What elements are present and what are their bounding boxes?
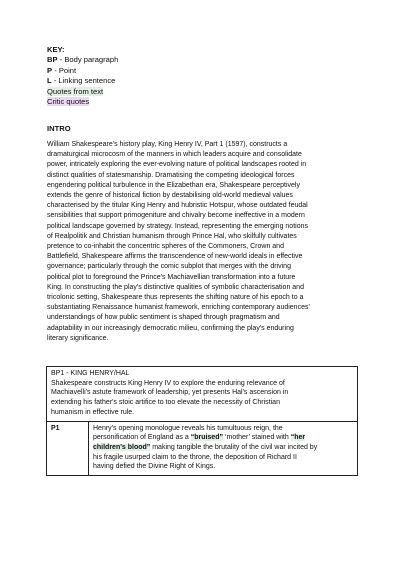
intro-line: understandings of how public sentiment is shaped through pragmatism and <box>47 314 280 322</box>
p1-content <box>89 421 358 476</box>
key-label: Linking sentence <box>58 76 116 86</box>
intro-line: William Shakespeare's history play, King Henry IV, Part 1 (1597), constructs a <box>47 141 288 148</box>
intro-line: tricolonic setting, Shakespeare thus represents the shifting nature of his epoch to a <box>47 294 304 302</box>
intro-line: Battlefield, Shakespeare affirms the transcendence of new-world ideals in effective <box>47 253 303 261</box>
key-legend <box>47 45 118 107</box>
essay-plan-table <box>46 366 358 476</box>
key-code: L <box>47 76 52 86</box>
p1-line: having defied the Divine Right of Kings. <box>93 463 216 471</box>
p1-line <box>93 443 353 453</box>
key-code: BP <box>47 55 58 65</box>
bp1-line: extending his father's stoic artifice to too elevate the necessity of Christian <box>51 399 280 407</box>
text-quote: “her <box>290 434 306 442</box>
key-critic-swatch: Critic quotes <box>47 97 90 107</box>
intro-line: political landscape governed by strategy. Instead, representing the emerging notions <box>47 222 308 230</box>
intro-heading: INTRO <box>47 124 71 133</box>
key-critic-quotes <box>47 97 118 107</box>
intro-line: substantiating Renaissance humanist framework, enriching contemporary audiences' <box>47 304 310 312</box>
bp1-line: Machiavelli's astute framework of leadership, yet presents Hal's ascension in <box>51 389 289 397</box>
p1-text: personification of England as a <box>93 434 191 442</box>
intro-line: pretence to co-inhabit the concentric spheres of the Commoners, Crown and <box>47 243 284 251</box>
intro-line: characterised by the titular King Henry and hubristic Hotspur, whose outdated feudal <box>47 202 308 210</box>
intro-line: power, intricately exploring the ever-evolving nature of political landscapes rooted in <box>47 161 307 169</box>
text-quote: “bruised” <box>190 434 223 442</box>
p1-line <box>93 433 353 443</box>
key-label: Point <box>58 65 77 75</box>
bp1-row <box>47 367 358 422</box>
intro-line: distinct qualities of statesmanship. Dramatising the competing ideological forces <box>47 171 295 179</box>
intro-line: of Realpolitik and Christian humanism through Prince Hal, who skilfully cultivates <box>47 232 297 240</box>
key-title: KEY: <box>47 45 65 54</box>
intro-line: adaptability in our increasingly democratic milieu, confirming the play's enduring <box>47 324 294 332</box>
bp1-line: humanism in effective rule. <box>51 408 135 416</box>
p1-text: making tangible the brutality of the civil war incited by <box>150 443 318 451</box>
p1-row <box>47 421 358 476</box>
intro-line: sensibilities that support primogeniture and chivalry become ineffective in a modern <box>47 212 305 220</box>
intro-line: engendering political turbulence in the Elizabethan era, Shakespeare perceptively <box>47 181 300 189</box>
intro-line: King. In constructing the play's distinctive qualities of symbolic characterisation and <box>47 283 304 291</box>
key-item-linking <box>47 76 118 86</box>
key-sep: - <box>51 76 59 86</box>
intro-line: dramaturgical microcosm of the manners in which leaders acquire and consolidate <box>47 151 302 159</box>
bp1-line: Shakespeare constructs King Henry IV to explore the enduring relevance of <box>51 379 285 387</box>
intro-paragraph <box>47 140 359 344</box>
key-quotes-swatch: Quotes from text <box>47 86 104 96</box>
intro-line: literary significance. <box>47 334 109 342</box>
key-label: Body paragraph <box>64 55 119 65</box>
p1-line: Henry's opening monologue reveals his tumultuous reign, the <box>93 424 283 432</box>
key-sep: - <box>57 55 65 65</box>
key-code: P <box>47 65 53 75</box>
key-item-point <box>47 66 118 76</box>
intro-line: governance; particularly through the comic subplot that merges with the driving <box>47 263 291 271</box>
p1-label: P1 <box>47 421 89 476</box>
bp1-title: BP1 - KING HENRY/HAL <box>51 370 130 377</box>
bp1-cell <box>47 367 358 422</box>
intro-line: political plot to foreground the Prince's Machiavellian transformation into a future <box>47 273 296 281</box>
p1-text: ‘mother’ stained with <box>222 434 291 442</box>
key-quotes-from-text <box>47 87 118 97</box>
p1-line: his fragile usurped claim to the throne, the deposition of Richard II <box>93 453 297 461</box>
key-item-body-paragraph <box>47 55 118 65</box>
intro-line: extends the genre of historical fiction by destabilising old-world medieval values <box>47 192 293 200</box>
text-quote: children's blood” <box>93 443 151 451</box>
key-sep: - <box>52 65 59 75</box>
